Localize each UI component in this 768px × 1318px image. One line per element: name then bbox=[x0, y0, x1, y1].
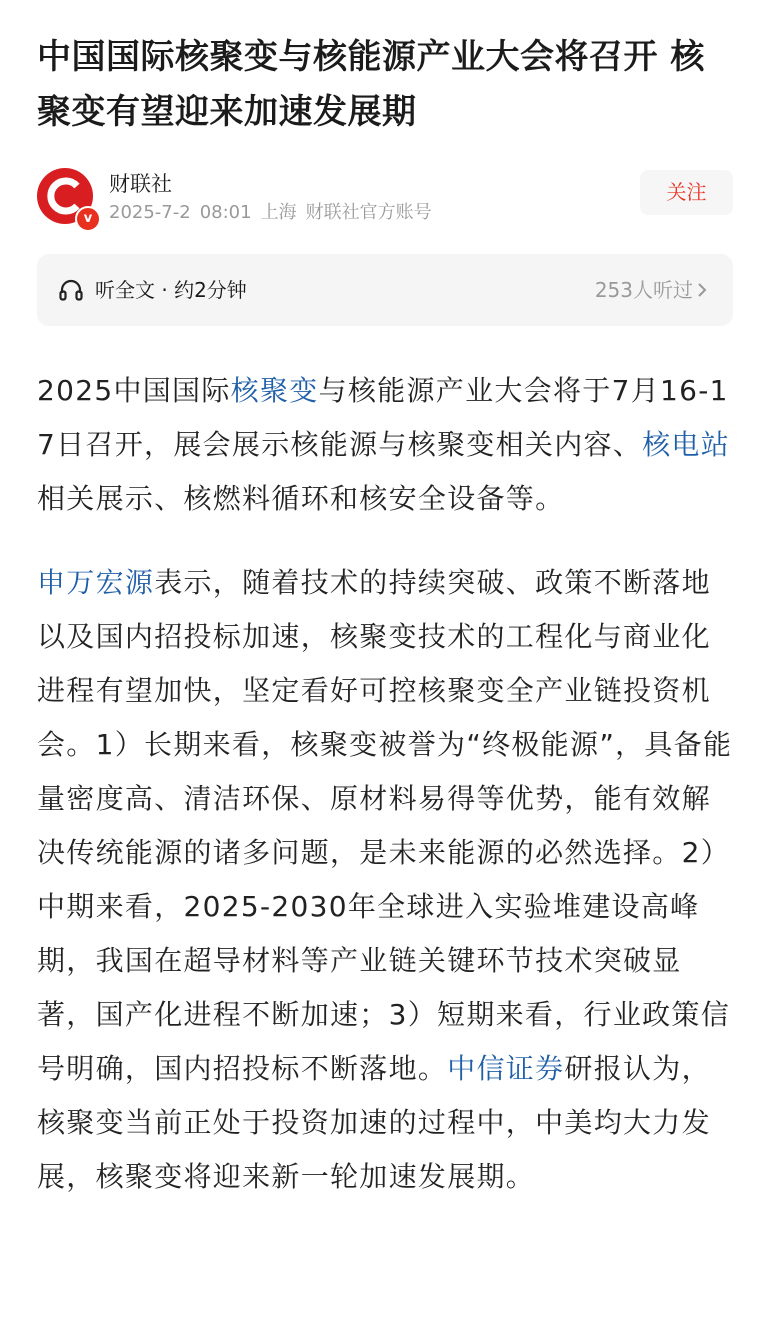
author-avatar[interactable] bbox=[37, 168, 93, 224]
author-name[interactable]: 财联社 bbox=[109, 172, 172, 196]
headphones-icon bbox=[58, 277, 84, 303]
publish-date: 2025-7-2 bbox=[109, 202, 191, 223]
paragraph-1-text-3: 相关展示、核燃料循环和核安全设备等。 bbox=[37, 482, 565, 515]
listen-count: 253人听过 bbox=[594, 278, 693, 302]
paragraph-1-text-2: 与核能源产业大会将于7月16-17日召开，展会展示核能源与核聚变相关内容、 bbox=[37, 374, 729, 461]
account-type: 财联社官方账号 bbox=[305, 202, 432, 223]
publish-time: 08:01 bbox=[199, 202, 252, 223]
paragraph-1-text-1: 2025中国国际 bbox=[37, 374, 231, 407]
paragraph-2 bbox=[37, 556, 733, 1204]
paragraph-2-text-2: 研报认为，核聚变当前正处于投资加速的过程中，中美均大力发展，核聚变将迎来新一轮加速发展期。 bbox=[37, 1052, 711, 1193]
article-page bbox=[37, 0, 733, 1204]
listen-bar[interactable] bbox=[37, 254, 733, 326]
follow-button[interactable]: 关注 bbox=[640, 170, 733, 215]
keyword-link-nuclear-plant[interactable]: 核电站 bbox=[642, 428, 731, 461]
listen-label: 听全文 · 约2分钟 bbox=[95, 278, 247, 302]
publish-location: 上海 bbox=[260, 202, 297, 223]
verified-v-icon: v bbox=[75, 206, 101, 232]
keyword-link-swhy[interactable]: 申万宏源 bbox=[37, 566, 155, 599]
keyword-link-fusion[interactable]: 核聚变 bbox=[230, 374, 319, 407]
article-title: 中国国际核聚变与核能源产业大会将召开 核聚变有望迎来加速发展期 bbox=[37, 37, 705, 132]
paragraph-1 bbox=[37, 364, 733, 526]
paragraph-2-text-1: 表示，随着技术的持续突破、政策不断落地以及国内招投标加速，核聚变技术的工程化与商业化进程有望加快，坚定看好可控核聚变全产业链投资机会。1）长期来看，核聚变被誉为“终极能源”，具备能量密度高、清洁环保、原材料易得等优势，能有效解决传统能源的诸多问题，是未来能源的必然选择。2）中期来看，2025-2030年全球进入实验堆建设高峰期，我国在超导材料等产业链关键环节技术突破显著，国产化进程不断加速；3）短期来看，行业政策信号明确，国内招投标不断落地。 bbox=[37, 566, 733, 1085]
author-meta bbox=[109, 200, 441, 226]
chevron-right-icon bbox=[693, 281, 711, 299]
keyword-link-citic[interactable]: 中信证券 bbox=[447, 1052, 565, 1085]
author-bar bbox=[37, 168, 733, 232]
